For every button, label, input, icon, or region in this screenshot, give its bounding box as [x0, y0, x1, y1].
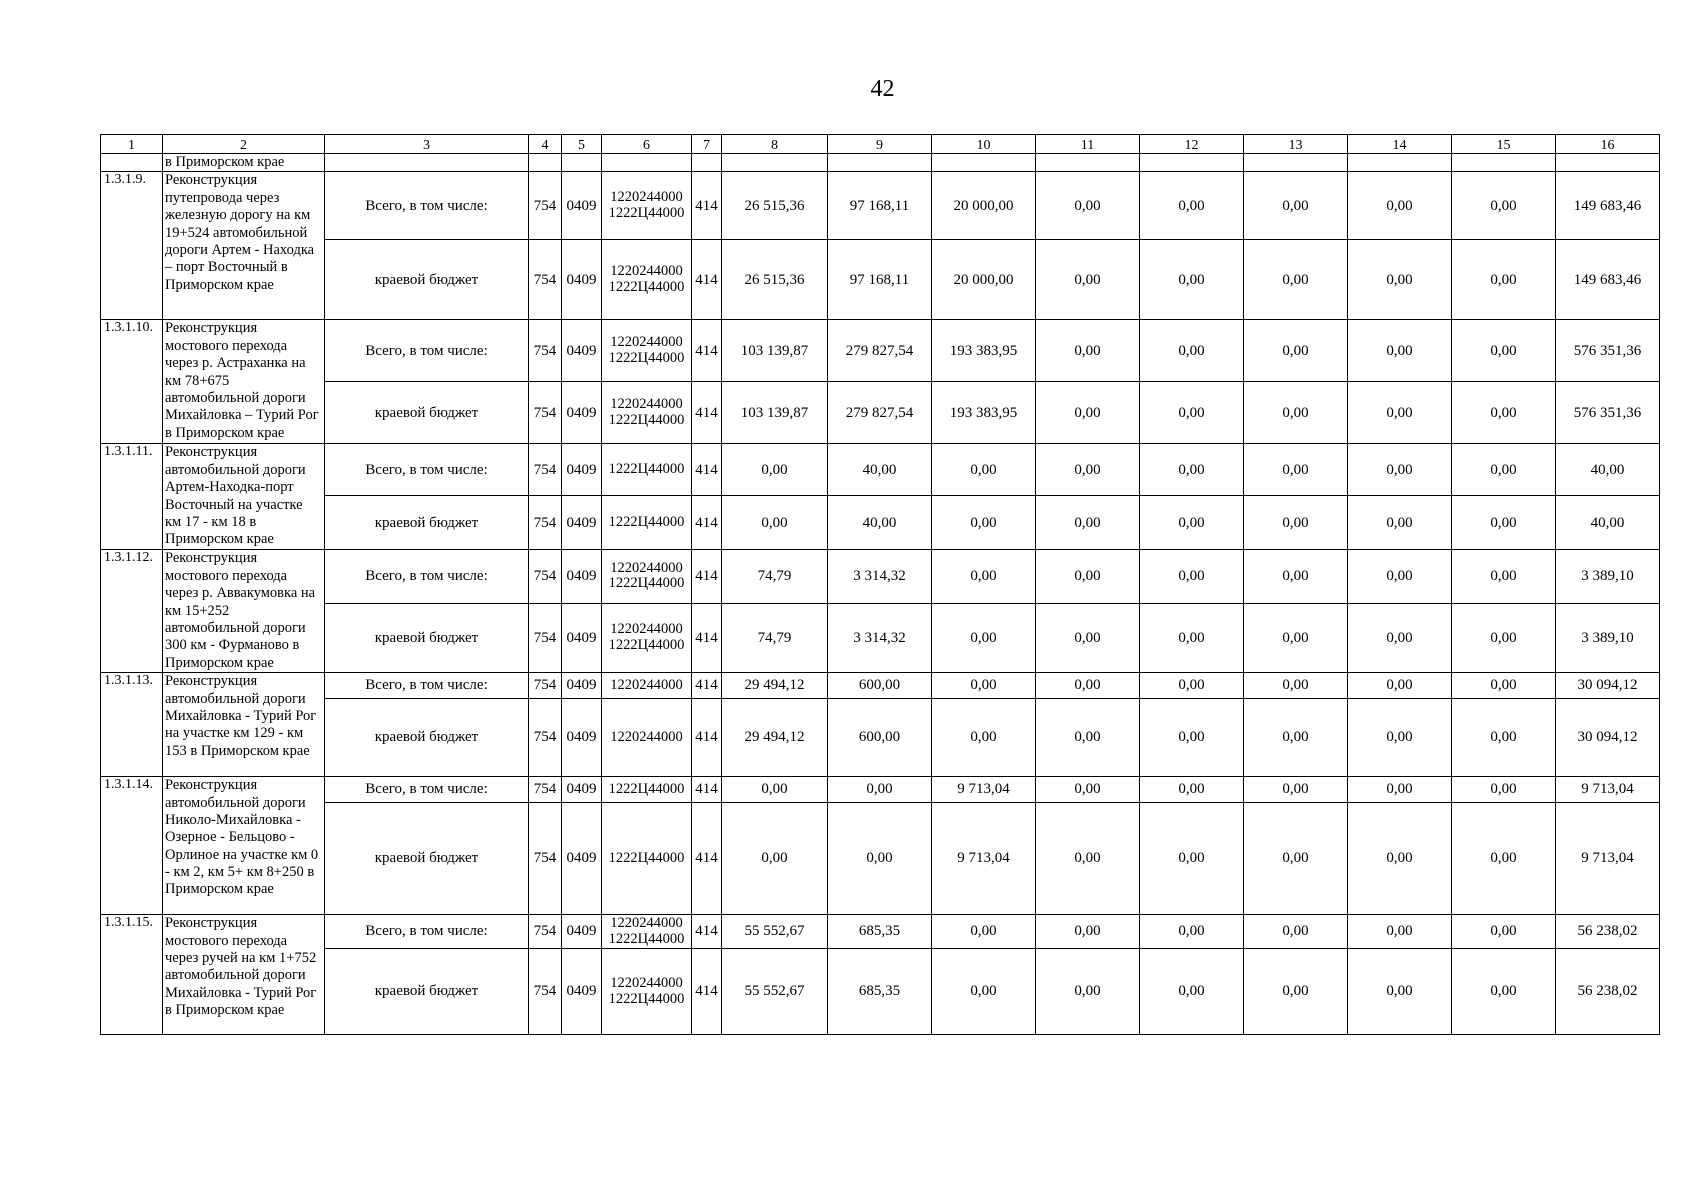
- grbs-code: 754: [529, 915, 562, 949]
- year-amount: 0,00: [932, 444, 1036, 496]
- funding-source: Всего, в том числе:: [325, 550, 529, 603]
- total-amount: 40,00: [1556, 496, 1660, 550]
- year-amount: 0,00: [1140, 444, 1244, 496]
- target-article-line: 1220244000: [610, 620, 683, 637]
- column-number-10: 10: [932, 135, 1036, 154]
- year-amount: 600,00: [828, 699, 932, 777]
- year-amount: 193 383,95: [932, 320, 1036, 382]
- year-amount: 685,35: [828, 949, 932, 1035]
- year-amount: 0,00: [1452, 444, 1556, 496]
- grbs-code: 754: [529, 320, 562, 382]
- item-number: 1.3.1.10.: [101, 320, 163, 444]
- table-row-regional-budget: [101, 949, 1660, 1035]
- year-amount: 0,00: [1348, 496, 1452, 550]
- total-amount: 56 238,02: [1556, 949, 1660, 1035]
- expense-type-code: 414: [692, 444, 722, 496]
- target-article-line: 1220244000: [610, 914, 683, 931]
- funding-source: краевой бюджет: [325, 240, 529, 320]
- column-number-9: 9: [828, 135, 932, 154]
- year-amount: 0,00: [1036, 777, 1140, 803]
- total-amount: 30 094,12: [1556, 699, 1660, 777]
- year-amount: 0,00: [1036, 699, 1140, 777]
- year-amount: 0,00: [1244, 550, 1348, 603]
- year-amount: 103 139,87: [722, 320, 828, 382]
- item-name: Реконструкция автомобильной дороги Николо-Михайловка - Озерное - Бельцово - Орлиное на участке км 0 - км 2, км 5+ км 8+250 в Приморском крае: [163, 777, 325, 915]
- year-amount: 0,00: [1036, 949, 1140, 1035]
- table-row-total: [101, 320, 1660, 382]
- page-number: 42: [870, 76, 895, 102]
- target-article-line: 1222Ц44000: [608, 349, 685, 366]
- target-article-code: [602, 444, 692, 496]
- table-row-regional-budget: [101, 803, 1660, 915]
- item-name: Реконструкция автомобильной дороги Михайловка - Турий Рог на участке км 129 - км 153 в Приморском крае: [163, 673, 325, 777]
- table-row-total: [101, 915, 1660, 949]
- funding-source: Всего, в том числе:: [325, 777, 529, 803]
- item-number: 1.3.1.12.: [101, 550, 163, 673]
- funding-source: Всего, в том числе:: [325, 673, 529, 699]
- continuation-empty-cell: [602, 154, 692, 172]
- grbs-code: 754: [529, 603, 562, 673]
- item-name: Реконструкция путепровода через железную дорогу на км 19+524 автомобильной дороги Артем - Находка – порт Восточный в Приморском крае: [163, 172, 325, 320]
- year-amount: 29 494,12: [722, 699, 828, 777]
- section-code: 0409: [562, 949, 602, 1035]
- year-amount: 97 168,11: [828, 240, 932, 320]
- year-amount: 0,00: [1452, 915, 1556, 949]
- continuation-empty-cell: [1244, 154, 1348, 172]
- year-amount: 0,00: [1244, 382, 1348, 444]
- item-name: Реконструкция мостового перехода через р. Астраханка на км 78+675 автомобильной дороги Михайловка – Турий Рог в Приморском крае: [163, 320, 325, 444]
- year-amount: 0,00: [1036, 172, 1140, 240]
- expense-type-code: 414: [692, 496, 722, 550]
- section-code: 0409: [562, 444, 602, 496]
- year-amount: 0,00: [1348, 550, 1452, 603]
- year-amount: 0,00: [1452, 803, 1556, 915]
- year-amount: 0,00: [1244, 949, 1348, 1035]
- target-article-code: [602, 603, 692, 673]
- target-article-code: [602, 949, 692, 1035]
- table-row-regional-budget: [101, 699, 1660, 777]
- year-amount: 0,00: [932, 496, 1036, 550]
- section-code: 0409: [562, 777, 602, 803]
- continuation-empty-cell: [562, 154, 602, 172]
- year-amount: 0,00: [1348, 444, 1452, 496]
- section-code: 0409: [562, 803, 602, 915]
- column-number-2: 2: [163, 135, 325, 154]
- year-amount: 0,00: [932, 699, 1036, 777]
- target-article-line: 1222Ц44000: [608, 204, 685, 221]
- total-amount: 40,00: [1556, 444, 1660, 496]
- year-amount: 0,00: [1452, 550, 1556, 603]
- target-article-code: [602, 320, 692, 382]
- year-amount: 0,00: [932, 550, 1036, 603]
- target-article-code: [602, 496, 692, 550]
- year-amount: 55 552,67: [722, 915, 828, 949]
- year-amount: 0,00: [1036, 803, 1140, 915]
- budget-table-body: [101, 135, 1660, 1035]
- total-amount: 56 238,02: [1556, 915, 1660, 949]
- section-code: 0409: [562, 673, 602, 699]
- total-amount: 149 683,46: [1556, 172, 1660, 240]
- funding-source: краевой бюджет: [325, 803, 529, 915]
- column-number-5: 5: [562, 135, 602, 154]
- year-amount: 0,00: [828, 803, 932, 915]
- target-article-line: 1222Ц44000: [608, 411, 685, 428]
- year-amount: 0,00: [1036, 382, 1140, 444]
- year-amount: 0,00: [1348, 949, 1452, 1035]
- funding-source: краевой бюджет: [325, 496, 529, 550]
- table-row-regional-budget: [101, 496, 1660, 550]
- year-amount: 0,00: [932, 673, 1036, 699]
- year-amount: 26 515,36: [722, 240, 828, 320]
- target-article-line: 1220244000: [610, 333, 683, 350]
- year-amount: 0,00: [1452, 320, 1556, 382]
- year-amount: 0,00: [932, 915, 1036, 949]
- year-amount: 0,00: [1140, 777, 1244, 803]
- grbs-code: 754: [529, 550, 562, 603]
- section-code: 0409: [562, 240, 602, 320]
- table-row-regional-budget: [101, 603, 1660, 673]
- column-number-15: 15: [1452, 135, 1556, 154]
- year-amount: 600,00: [828, 673, 932, 699]
- target-article-code: [602, 382, 692, 444]
- total-amount: 576 351,36: [1556, 320, 1660, 382]
- column-number-13: 13: [1244, 135, 1348, 154]
- target-article-line: 1222Ц44000: [608, 930, 685, 947]
- funding-source: краевой бюджет: [325, 949, 529, 1035]
- section-code: 0409: [562, 172, 602, 240]
- section-code: 0409: [562, 915, 602, 949]
- total-amount: 30 094,12: [1556, 673, 1660, 699]
- year-amount: 9 713,04: [932, 803, 1036, 915]
- funding-source: Всего, в том числе:: [325, 915, 529, 949]
- year-amount: 3 314,32: [828, 550, 932, 603]
- item-name: Реконструкция мостового перехода через ручей на км 1+752 автомобильной дороги Михайловка - Турий Рог в Приморском крае: [163, 915, 325, 1035]
- year-amount: 74,79: [722, 550, 828, 603]
- column-number-12: 12: [1140, 135, 1244, 154]
- grbs-code: 754: [529, 496, 562, 550]
- year-amount: 0,00: [1348, 603, 1452, 673]
- year-amount: 0,00: [1140, 803, 1244, 915]
- grbs-code: 754: [529, 777, 562, 803]
- column-number-1: 1: [101, 135, 163, 154]
- target-article-code: [602, 673, 692, 699]
- expense-type-code: 414: [692, 240, 722, 320]
- column-number-11: 11: [1036, 135, 1140, 154]
- target-article-code: [602, 550, 692, 603]
- year-amount: 26 515,36: [722, 172, 828, 240]
- expense-type-code: 414: [692, 603, 722, 673]
- item-name: Реконструкция автомобильной дороги Артем-Находка-порт Восточный на участке км 17 - км 18 в Приморском крае: [163, 444, 325, 550]
- year-amount: 0,00: [1244, 803, 1348, 915]
- item-number: 1.3.1.11.: [101, 444, 163, 550]
- year-amount: 55 552,67: [722, 949, 828, 1035]
- table-row-total: [101, 777, 1660, 803]
- year-amount: 103 139,87: [722, 382, 828, 444]
- grbs-code: 754: [529, 240, 562, 320]
- column-number-3: 3: [325, 135, 529, 154]
- continuation-empty-cell: [1036, 154, 1140, 172]
- expense-type-code: 414: [692, 803, 722, 915]
- target-article-line: 1222Ц44000: [608, 780, 685, 797]
- year-amount: 9 713,04: [932, 777, 1036, 803]
- target-article-code: [602, 699, 692, 777]
- expense-type-code: 414: [692, 949, 722, 1035]
- expense-type-code: 414: [692, 320, 722, 382]
- year-amount: 0,00: [1244, 320, 1348, 382]
- continuation-empty-cell: [101, 154, 163, 172]
- year-amount: 0,00: [1348, 777, 1452, 803]
- continuation-row: [101, 154, 1660, 172]
- year-amount: 0,00: [1244, 915, 1348, 949]
- year-amount: 40,00: [828, 444, 932, 496]
- target-article-line: 1220244000: [610, 262, 683, 279]
- year-amount: 0,00: [1244, 172, 1348, 240]
- year-amount: 0,00: [1244, 777, 1348, 803]
- column-number-8: 8: [722, 135, 828, 154]
- column-number-4: 4: [529, 135, 562, 154]
- section-code: 0409: [562, 603, 602, 673]
- year-amount: 20 000,00: [932, 240, 1036, 320]
- budget-table-wrapper: [100, 134, 1660, 1035]
- target-article-code: [602, 240, 692, 320]
- year-amount: 0,00: [1140, 603, 1244, 673]
- continuation-empty-cell: [828, 154, 932, 172]
- total-amount: 9 713,04: [1556, 803, 1660, 915]
- column-number-14: 14: [1348, 135, 1452, 154]
- year-amount: 0,00: [1036, 444, 1140, 496]
- continuation-empty-cell: [529, 154, 562, 172]
- target-article-code: [602, 172, 692, 240]
- year-amount: 0,00: [1036, 240, 1140, 320]
- grbs-code: 754: [529, 803, 562, 915]
- year-amount: 0,00: [1348, 915, 1452, 949]
- target-article-code: [602, 777, 692, 803]
- year-amount: 685,35: [828, 915, 932, 949]
- expense-type-code: 414: [692, 172, 722, 240]
- year-amount: 0,00: [1348, 382, 1452, 444]
- year-amount: 0,00: [932, 603, 1036, 673]
- year-amount: 0,00: [1348, 803, 1452, 915]
- expense-type-code: 414: [692, 915, 722, 949]
- target-article-line: 1220244000: [610, 395, 683, 412]
- total-amount: 149 683,46: [1556, 240, 1660, 320]
- section-code: 0409: [562, 320, 602, 382]
- continuation-empty-cell: [325, 154, 529, 172]
- funding-source: краевой бюджет: [325, 699, 529, 777]
- target-article-line: 1222Ц44000: [608, 990, 685, 1007]
- target-article-line: 1222Ц44000: [608, 278, 685, 295]
- year-amount: 0,00: [932, 949, 1036, 1035]
- year-amount: 0,00: [1348, 673, 1452, 699]
- expense-type-code: 414: [692, 550, 722, 603]
- grbs-code: 754: [529, 444, 562, 496]
- year-amount: 0,00: [1452, 949, 1556, 1035]
- year-amount: 0,00: [1244, 603, 1348, 673]
- year-amount: 0,00: [1452, 673, 1556, 699]
- target-article-line: 1220244000: [610, 728, 683, 745]
- year-amount: 0,00: [1452, 172, 1556, 240]
- table-row-total: [101, 550, 1660, 603]
- grbs-code: 754: [529, 382, 562, 444]
- year-amount: 0,00: [1140, 240, 1244, 320]
- year-amount: 0,00: [1140, 699, 1244, 777]
- column-number-16: 16: [1556, 135, 1660, 154]
- target-article-line: 1222Ц44000: [608, 849, 685, 866]
- funding-source: Всего, в том числе:: [325, 444, 529, 496]
- year-amount: 279 827,54: [828, 320, 932, 382]
- year-amount: 0,00: [1140, 172, 1244, 240]
- target-article-line: 1222Ц44000: [608, 460, 685, 477]
- year-amount: 0,00: [1452, 603, 1556, 673]
- item-number: 1.3.1.9.: [101, 172, 163, 320]
- year-amount: 0,00: [1036, 673, 1140, 699]
- year-amount: 20 000,00: [932, 172, 1036, 240]
- year-amount: 0,00: [1452, 382, 1556, 444]
- year-amount: 0,00: [1140, 673, 1244, 699]
- target-article-line: 1220244000: [610, 188, 683, 205]
- year-amount: 29 494,12: [722, 673, 828, 699]
- budget-table: [100, 134, 1660, 1035]
- section-code: 0409: [562, 550, 602, 603]
- item-number: 1.3.1.13.: [101, 673, 163, 777]
- year-amount: 0,00: [1036, 550, 1140, 603]
- target-article-line: 1222Ц44000: [608, 636, 685, 653]
- expense-type-code: 414: [692, 777, 722, 803]
- year-amount: 0,00: [1452, 777, 1556, 803]
- continuation-empty-cell: [1556, 154, 1660, 172]
- year-amount: 0,00: [828, 777, 932, 803]
- item-number: 1.3.1.15.: [101, 915, 163, 1035]
- year-amount: 0,00: [1348, 172, 1452, 240]
- continuation-empty-cell: [692, 154, 722, 172]
- year-amount: 0,00: [1036, 320, 1140, 382]
- year-amount: 0,00: [1244, 496, 1348, 550]
- year-amount: 0,00: [1244, 673, 1348, 699]
- table-row-total: [101, 673, 1660, 699]
- column-number-row: [101, 135, 1660, 154]
- grbs-code: 754: [529, 172, 562, 240]
- total-amount: 9 713,04: [1556, 777, 1660, 803]
- total-amount: 3 389,10: [1556, 603, 1660, 673]
- year-amount: 0,00: [1140, 550, 1244, 603]
- target-article-line: 1222Ц44000: [608, 513, 685, 530]
- year-amount: 0,00: [1244, 699, 1348, 777]
- column-number-7: 7: [692, 135, 722, 154]
- funding-source: Всего, в том числе:: [325, 172, 529, 240]
- year-amount: 3 314,32: [828, 603, 932, 673]
- target-article-code: [602, 803, 692, 915]
- table-row-total: [101, 444, 1660, 496]
- table-row-regional-budget: [101, 382, 1660, 444]
- year-amount: 0,00: [1244, 444, 1348, 496]
- funding-source: краевой бюджет: [325, 382, 529, 444]
- continuation-empty-cell: [932, 154, 1036, 172]
- year-amount: 74,79: [722, 603, 828, 673]
- total-amount: 576 351,36: [1556, 382, 1660, 444]
- year-amount: 0,00: [1140, 320, 1244, 382]
- table-row-regional-budget: [101, 240, 1660, 320]
- funding-source: краевой бюджет: [325, 603, 529, 673]
- year-amount: 0,00: [1036, 496, 1140, 550]
- expense-type-code: 414: [692, 699, 722, 777]
- grbs-code: 754: [529, 949, 562, 1035]
- year-amount: 0,00: [1348, 699, 1452, 777]
- expense-type-code: 414: [692, 382, 722, 444]
- target-article-code: [602, 915, 692, 949]
- year-amount: 0,00: [1036, 915, 1140, 949]
- year-amount: 193 383,95: [932, 382, 1036, 444]
- year-amount: 279 827,54: [828, 382, 932, 444]
- target-article-line: 1222Ц44000: [608, 575, 685, 592]
- continuation-empty-cell: [1348, 154, 1452, 172]
- section-code: 0409: [562, 496, 602, 550]
- target-article-line: 1220244000: [610, 676, 683, 693]
- continuation-empty-cell: [722, 154, 828, 172]
- year-amount: 0,00: [1348, 240, 1452, 320]
- item-name: Реконструкция мостового перехода через р. Аввакумовка на км 15+252 автомобильной дороги 300 км - Фурманово в Приморском крае: [163, 550, 325, 673]
- continuation-empty-cell: [1140, 154, 1244, 172]
- year-amount: 97 168,11: [828, 172, 932, 240]
- year-amount: 0,00: [1452, 240, 1556, 320]
- year-amount: 0,00: [722, 803, 828, 915]
- funding-source: Всего, в том числе:: [325, 320, 529, 382]
- year-amount: 0,00: [1036, 603, 1140, 673]
- year-amount: 0,00: [1140, 915, 1244, 949]
- year-amount: 0,00: [1244, 240, 1348, 320]
- year-amount: 0,00: [1140, 382, 1244, 444]
- year-amount: 0,00: [1452, 496, 1556, 550]
- year-amount: 0,00: [722, 444, 828, 496]
- table-row-total: [101, 172, 1660, 240]
- target-article-line: 1220244000: [610, 974, 683, 991]
- year-amount: 0,00: [722, 777, 828, 803]
- year-amount: 0,00: [1348, 320, 1452, 382]
- expense-type-code: 414: [692, 673, 722, 699]
- year-amount: 0,00: [722, 496, 828, 550]
- year-amount: 0,00: [1140, 949, 1244, 1035]
- grbs-code: 754: [529, 673, 562, 699]
- target-article-line: 1220244000: [610, 559, 683, 576]
- continuation-empty-cell: [1452, 154, 1556, 172]
- grbs-code: 754: [529, 699, 562, 777]
- year-amount: 40,00: [828, 496, 932, 550]
- section-code: 0409: [562, 699, 602, 777]
- year-amount: 0,00: [1452, 699, 1556, 777]
- continuation-text: в Приморском крае: [163, 154, 325, 172]
- item-number: 1.3.1.14.: [101, 777, 163, 915]
- column-number-6: 6: [602, 135, 692, 154]
- total-amount: 3 389,10: [1556, 550, 1660, 603]
- year-amount: 0,00: [1140, 496, 1244, 550]
- section-code: 0409: [562, 382, 602, 444]
